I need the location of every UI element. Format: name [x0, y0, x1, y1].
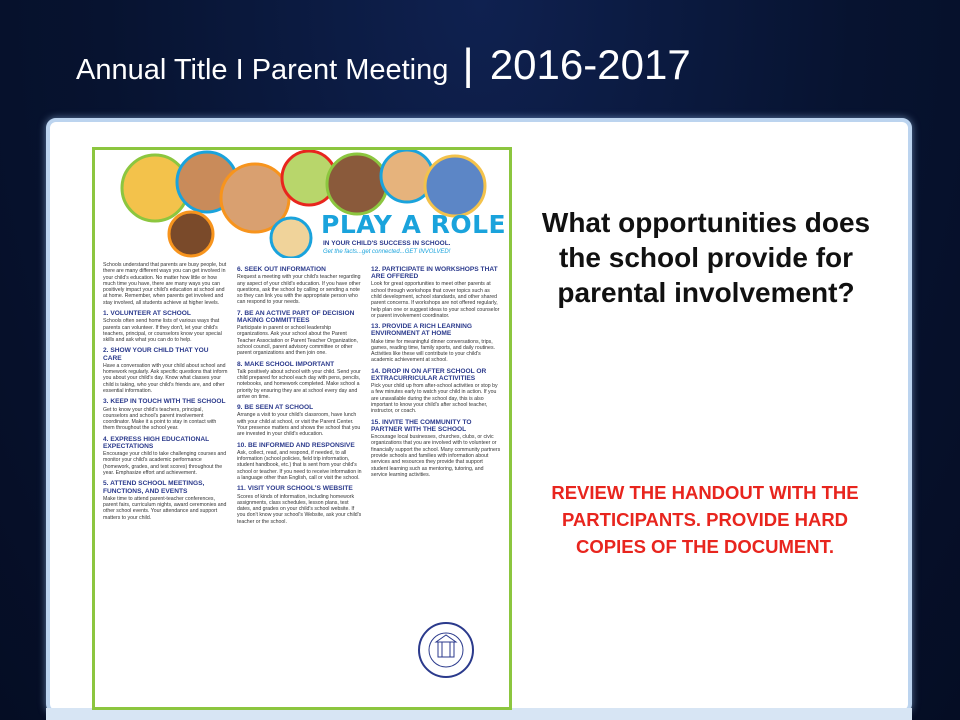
- handout-column-3: [371, 262, 501, 478]
- item-text: Make time to attend parent-teacher conferences, parent fairs, curriculum nights, award ceremonies and other school events. Your attendance and support matters to your child.: [103, 495, 227, 521]
- item-text: Look for great opportunities to meet other parents at school through workshops that cover topics such as child development, school standards, and other shared parent concerns. If workshops are not offered regularly, help plan one or suggest ideas to your school counselor or parent involvement coordinator.: [371, 281, 500, 319]
- item-title: 10. BE INFORMED AND RESPONSIVE: [237, 441, 355, 449]
- item-text: Scores of kinds of information, including homework assignments, class schedules, lesson plans, test dates, and grades on your child's school website. If you don't know your school's Website, ask your child's teacher or the school.: [237, 493, 362, 525]
- item-title: 12. PARTICIPATE IN WORKSHOPS THAT ARE OFFERED: [371, 266, 498, 281]
- item-title: 7. BE AN ACTIVE PART OF DECISION MAKING COMMITTEES: [237, 309, 355, 324]
- item-title: 4. EXPRESS HIGH EDUCATIONAL EXPECTATIONS: [103, 435, 210, 450]
- item-title: 6. SEEK OUT INFORMATION: [237, 266, 326, 273]
- item-title: 3. KEEP IN TOUCH WITH THE SCHOOL: [103, 398, 226, 406]
- item-text: Ask, collect, read, and respond, if needed, to all information (school policies, field trip information, student handbook, etc.) that is sent from your child's school or teacher. If you need to receive information in a language other than English, call or visit the school.: [237, 449, 362, 482]
- slide-title: Annual Title I Parent Meeting: [76, 54, 449, 86]
- item-title: 2. SHOW YOUR CHILD THAT YOU CARE: [103, 347, 209, 362]
- item-title: 14. DROP IN ON AFTER SCHOOL OR EXTRACURRICULAR ACTIVITIES: [371, 367, 487, 382]
- slide-header: [76, 40, 691, 100]
- slide-year: 2016-2017: [489, 41, 691, 88]
- handout-image: [92, 147, 512, 710]
- item-title: 9. BE SEEN AT SCHOOL: [237, 404, 314, 412]
- item-title: 1. VOLUNTEER AT SCHOOL: [103, 310, 191, 318]
- handout-column-1: [103, 262, 229, 521]
- item-text: Encourage your child to take challenging courses and monitor your child's academic performance (homework, grades, and test scores) throughout the year. Emphasize effort and achievement.: [103, 451, 227, 477]
- presenter-note: REVIEW THE HANDOUT WITH THE PARTICIPANTS. PROVIDE HARD COPIES OF THE DOCUMENT.: [551, 482, 859, 557]
- item-text: Schools often send home lists of various ways that parents can volunteer. If they don't, let your child's teachers, principal, or counselors know your special skills and ask what you can do to help.: [103, 318, 222, 344]
- item-title: 15. INVITE THE COMMUNITY TO PARTNER WITH THE SCHOOL: [371, 418, 472, 433]
- handout-tagline: Get the facts...get connected...GET INVOLVED!: [323, 249, 451, 255]
- item-text: Arrange a visit to your child's classroom, have lunch with your child at school, or visit the Parent Center. Your presence matters and shows the school that you are invested in your child's education.: [237, 412, 361, 438]
- item-title: 11. VISIT YOUR SCHOOL'S WEBSITE: [237, 485, 353, 493]
- handout-subheading: IN YOUR CHILD'S SUCCESS IN SCHOOL.: [323, 240, 451, 247]
- item-text: Have a conversation with your child about school and homework regularly. Ask specific questions that inform you about your child's day. Know what classes your child is taking, who your child's friends are, and other essential information.: [103, 362, 228, 395]
- department-seal-icon: [416, 620, 476, 680]
- handout-heading: PLAY A ROLE: [321, 210, 507, 239]
- item-text: Get to know your child's teachers, principal, counselors and school's parent involvement coordinator. Make it a point to stay in contact with them throughout the school year.: [103, 406, 217, 432]
- item-text: Encourage local businesses, churches, clubs, or civic organizations that you are involved with to volunteer or financially support the school. Many community partners provide schools and families with information about services and resources they provide that support student learning such as mentoring, tutoring, and service learning activities.: [371, 434, 501, 478]
- item-title: 8. MAKE SCHOOL IMPORTANT: [237, 360, 335, 368]
- handout-intro: Schools understand that parents are busy people, but there are many different ways you can get involved in your child's education. No matter how little or how much time you have, there are many ways you can positively impact your child's education at school and at home. Remember, when parents get involved and stay involved, all students achieve at higher levels.: [103, 262, 227, 306]
- item-text: Participate in parent or school leadership organizations. Ask your school about the Parent Teacher Association or Parent Teacher Organization, school council, parent advisory committee or other parent organizations and then join one.: [237, 325, 359, 357]
- handout-column-2: [237, 262, 363, 525]
- title-separator: |: [462, 40, 474, 89]
- item-text: Pick your child up from after-school activities or stop by a few minutes early to watch your child in action. If you are unavailable during the school day, this is also important to know your child's after school teacher, instructor, or coach.: [371, 383, 498, 415]
- discussion-question: What opportunities does the school provide for parental involvement?: [541, 207, 871, 308]
- item-text: Talk positively about school with your child. Send your child prepared for school each day with pens, pencils, notebooks, and homework completed. Make school a priority by ensuring they are at school every day and arrive on time.: [237, 368, 361, 400]
- item-title: 13. PROVIDE A RICH LEARNING ENVIRONMENT AT HOME: [371, 323, 472, 338]
- item-text: Make time for meaningful dinner conversations, trips, games, reading time, family sports, and daily routines. Activities like these will contribute to your child's academic achievement at school.: [371, 338, 495, 364]
- item-title: 5. ATTEND SCHOOL MEETINGS, FUNCTIONS, AND EVENTS: [103, 480, 205, 495]
- item-text: Request a meeting with your child's teacher regarding any aspect of your child's education. If you have other questions, ask the school by calling or sending a note so they can link you with the appropriate person who can respond to your needs.: [237, 274, 361, 306]
